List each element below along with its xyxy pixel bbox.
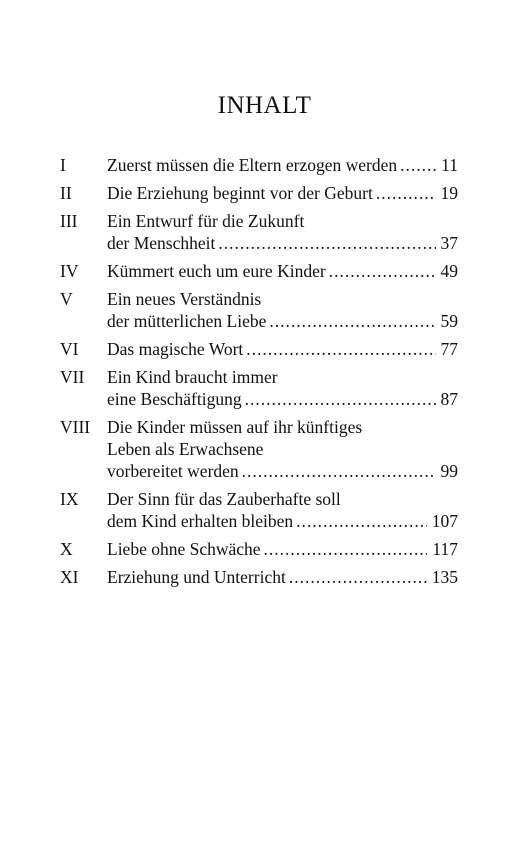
page-number: 87 (440, 389, 458, 409)
toc-entry[interactable] (60, 488, 458, 532)
dot-leader (246, 338, 435, 360)
page-title: INHALT (217, 92, 312, 119)
chapter-title-line: der Menschheit (107, 233, 216, 253)
chapter-title-line: Leben als Erwachsene (107, 439, 264, 459)
chapter-title (107, 416, 458, 482)
toc-entry[interactable] (60, 366, 458, 410)
page-number: 117 (432, 539, 458, 559)
toc-entry[interactable] (60, 182, 458, 204)
chapter-title-line: dem Kind erhalten bleiben (107, 511, 294, 531)
dot-leader (269, 310, 435, 332)
chapter-numeral: VI (60, 339, 79, 359)
chapter-numeral: VIII (60, 417, 91, 437)
chapter-title (107, 260, 458, 282)
toc-entry[interactable] (60, 260, 458, 282)
chapter-title-line: Liebe ohne Schwäche (107, 539, 261, 559)
page-number: 59 (440, 311, 458, 331)
dot-leader (329, 260, 436, 282)
toc-entry[interactable] (60, 538, 458, 560)
toc-entry[interactable] (60, 210, 458, 254)
page-number: 49 (440, 261, 458, 281)
chapter-title (107, 154, 458, 176)
toc-entry[interactable] (60, 154, 458, 176)
page-number: 99 (440, 461, 458, 481)
chapter-numeral: XI (60, 567, 79, 587)
chapter-title (107, 210, 458, 254)
chapter-numeral: VII (60, 367, 85, 387)
dot-leader (289, 566, 427, 588)
chapter-title-line: eine Beschäftigung (107, 389, 242, 409)
dot-leader (296, 510, 427, 532)
chapter-numeral: II (60, 183, 72, 203)
chapter-title-line: Ein neues Verständnis (107, 289, 262, 309)
chapter-title-line: Der Sinn für das Zauberhafte soll (107, 489, 341, 509)
chapter-title-line: Zuerst müssen die Eltern erzogen werden (107, 155, 398, 175)
chapter-title (107, 488, 458, 532)
toc-entry[interactable] (60, 416, 458, 482)
chapter-title (107, 182, 458, 204)
chapter-numeral: IV (60, 261, 79, 281)
page-number: 19 (440, 183, 458, 203)
toc-entry[interactable] (60, 288, 458, 332)
page-number: 77 (440, 339, 458, 359)
chapter-title (107, 288, 458, 332)
dot-leader (242, 460, 436, 482)
dot-leader (218, 232, 435, 254)
chapter-numeral: I (60, 155, 66, 175)
chapter-title-line: Ein Entwurf für die Zukunft (107, 211, 305, 231)
chapter-numeral: IX (60, 489, 79, 509)
toc-entry[interactable] (60, 566, 458, 588)
page-number: 37 (440, 233, 458, 253)
dot-leader (400, 154, 436, 176)
chapter-numeral: V (60, 289, 73, 309)
chapter-title (107, 538, 458, 560)
page-number: 107 (431, 511, 458, 531)
page-number: 11 (441, 155, 458, 175)
table-of-contents (60, 154, 458, 594)
chapter-title-line: Das magische Wort (107, 339, 244, 359)
chapter-title-line: vorbereitet werden (107, 461, 239, 481)
chapter-title (107, 366, 458, 410)
chapter-title-line: Kümmert euch um eure Kinder (107, 261, 326, 281)
chapter-title (107, 566, 458, 588)
chapter-title-line: Erziehung und Unterricht (107, 567, 286, 587)
dot-leader (264, 538, 428, 560)
chapter-numeral: III (60, 211, 78, 231)
page-number: 135 (431, 567, 458, 587)
chapter-title (107, 338, 458, 360)
chapter-numeral: X (60, 539, 73, 559)
chapter-title-line: der mütterlichen Liebe (107, 311, 267, 331)
toc-entry[interactable] (60, 338, 458, 360)
chapter-title-line: Die Kinder müssen auf ihr künftiges (107, 417, 363, 437)
chapter-title-line: Die Erziehung beginnt vor der Geburt (107, 183, 373, 203)
chapter-title-line: Ein Kind braucht immer (107, 367, 278, 387)
dot-leader (245, 388, 436, 410)
dot-leader (376, 182, 436, 204)
